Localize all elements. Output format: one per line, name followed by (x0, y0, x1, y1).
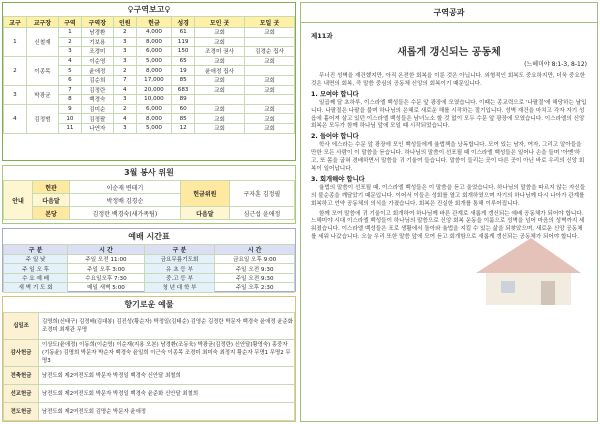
zone-people-cell: 3 (113, 95, 136, 105)
house-watermark-icon (471, 233, 586, 308)
report-header: 구역장 (81, 17, 113, 28)
table-row (4, 403, 295, 421)
zone-offering-cell: 6,000 (136, 47, 171, 57)
zone-bible-cell: 12 (172, 123, 195, 133)
lesson-reference: (느헤미야 8:1-3, 8-12) (524, 61, 587, 68)
schedule-header: 시 간 (68, 245, 145, 255)
zone-head-cell: 김미순 (81, 104, 113, 114)
main-names: 김정란 백경숙(새가족팀) (70, 207, 181, 220)
zone-offering-cell: 5,000 (136, 56, 171, 66)
zone-met-cell (195, 95, 245, 105)
table-row (4, 385, 295, 403)
zone-met-cell: 윤애정 집사 (195, 66, 245, 76)
lesson-section-title: 구역공과 (301, 3, 597, 23)
table-row (4, 264, 295, 273)
zone-met-cell: 조경미 권사 (195, 47, 245, 57)
zone-zone-cell: 5 (58, 66, 81, 76)
table-row (4, 255, 295, 264)
offering-names: 남전도회 제2여전도회 박문자 박정일 백경숙 신안달 최철희 (39, 367, 295, 385)
zone-zone-cell: 2 (58, 37, 81, 47)
point-heading: 3. 회개해야 합니다 (311, 175, 365, 183)
report-header: 성경 (172, 17, 195, 28)
zone-people-cell: 4 (113, 114, 136, 124)
schedule-cell: 주 일 오 후 (4, 264, 68, 273)
district-cell: 2 (4, 56, 27, 85)
schedule-cell: 주일 오전 9:30 (215, 273, 295, 282)
lesson-title: 새롭게 갱신되는 공동체 (397, 47, 501, 58)
lesson-closing: 함께 모여 말씀에 귀 기울이고 회개하여 하나님께 바른 관계로 새롭게 갱신되는 예배 공동체가 되어야 합니다. 느헤미야 시대 이스라엘 백성들이 하나님의 말씀으로 신앙 회복 운동을 이룸으로 성벽을 넘어 마음의 성벽까지 세워졌습니다. 이스라엘 백성들은 포로 생활에서 돌아와 율법을 지킬 수 있는 삶을 되찾았으며, 새로운 신앙 공동체를 세워 나갔습니다. 오늘 우리 또한 말씀 앞에 모여 듣고 회개함으로 새롭게 갱신되는 공동체가 되어야 합니다. (311, 210, 585, 241)
zone-bible-cell: 683 (172, 85, 195, 95)
zone-offering-cell: 5,000 (136, 123, 171, 133)
zone-people-cell: 4 (113, 85, 136, 95)
offering-label: 감사헌금 (4, 340, 39, 367)
offering-label: 십일조 (4, 313, 39, 340)
zone-people-cell: 2 (113, 66, 136, 76)
offering-names: 남전도회 제2여전도회 박문자 박정일 백경숙 윤준화 신안달 최철희 (39, 385, 295, 403)
zone-offering-cell: 10,000 (136, 95, 171, 105)
table-row (4, 340, 295, 367)
point-text: 일곱째 달 초하루, 이스라엘 백성들은 수문 앞 광장에 모였습니다. 이때는 종교력으로 '나팔절'에 해당하는 날입니다. 나팔절은 나팔을 불며 하나님의 은혜로 새로운 해를 시작하는 절기입니다. 성벽 재건을 마치고 각자 자기 성읍에 흩어져 살고 있던 이스라엘 백성들은 남녀노소 할 것 없이 모두 수문 앞 광장에 모였습니다. 이스라엘의 신앙 회복은 모두가 함께 하나님 앞에 모일 때 시작되었습니다. (311, 99, 587, 130)
offering-names: 김영희(신태구) 김정배(김대봉) 김진성(황순자) 박정일(김태순) 김영순 김정란 박문자 백경숙 윤애정 윤준화 조경미 최재관 무명 (39, 313, 295, 340)
zone-offering-cell: 20,000 (136, 85, 171, 95)
schedule-header: 구 분 (4, 245, 68, 255)
zone-head-cell: 기보용 (81, 37, 113, 47)
zone-people-cell: 2 (113, 28, 136, 38)
report-header: 모인 곳 (195, 17, 245, 28)
usher-names: 구자훈 김정필 (229, 181, 294, 207)
table-row (4, 28, 295, 38)
schedule-header: 구 분 (144, 245, 215, 255)
service-table (3, 180, 295, 220)
choir-names: 이순재 변태기 (70, 181, 181, 194)
lesson-panel (300, 2, 598, 422)
main-label: 본당 (33, 207, 70, 220)
zone-people-cell: 2 (113, 104, 136, 114)
service-committee-panel (2, 165, 296, 224)
table-row (4, 313, 295, 340)
zone-meet-cell: 김경순 집사 (245, 47, 295, 57)
table-row (4, 104, 295, 114)
zone-meet-cell: 교회 (245, 75, 295, 85)
schedule-title: 예배 시간표 (128, 232, 170, 241)
offering-names: 이상도(윤애정) 이동희(이순영) 이순재(지용 오본) 남경환(조동육) 박광균(김정란) 신안달(황영숙) 홍중자(기동윤) 김명희 박문자 박순자 백경숙 윤일희 이근숙 이종목 조경미 최미숙 최정지 황순자 무명1 무명2 무명3 (39, 340, 295, 367)
zone-meet-cell: 교회 (245, 85, 295, 95)
table-row (4, 273, 295, 282)
zone-bible-cell: 150 (172, 47, 195, 57)
district-leader-cell: 신철재 (26, 28, 58, 57)
schedule-cell: 매일 새벽 5:00 (68, 283, 145, 292)
district-cell: 4 (4, 104, 27, 133)
zone-head-cell: 백경숙 (81, 95, 113, 105)
zone-bible-cell: 89 (172, 95, 195, 105)
zone-zone-cell: 1 (58, 28, 81, 38)
report-header: 헌금 (136, 17, 171, 28)
table-row (4, 56, 295, 66)
usher-head: 헌금위원 (180, 181, 229, 207)
district-leader-cell: 이종목 (26, 56, 58, 85)
service-title: 3월 봉사 위원 (3, 166, 295, 180)
schedule-cell: 주 일 낮 (4, 255, 68, 264)
zone-offering-cell: 4,000 (136, 28, 171, 38)
offering-label: 전도헌금 (4, 403, 39, 421)
offering-title: 향기로운 예물 (124, 300, 174, 309)
zone-head-cell: 김순희 (81, 75, 113, 85)
zone-zone-cell: 11 (58, 123, 81, 133)
zone-meet-cell (245, 95, 295, 105)
zone-meet-cell: 교회 (245, 28, 295, 38)
schedule-cell: 금요일 오후 9:00 (215, 255, 295, 264)
schedule-cell: 청 년 대 학 부 (144, 283, 215, 292)
table-row (4, 283, 295, 292)
schedule-cell: 주일 오후 2:30 (215, 283, 295, 292)
zone-people-cell: 3 (113, 47, 136, 57)
schedule-cell: 중.고 등 부 (144, 273, 215, 282)
zone-zone-cell: 6 (58, 75, 81, 85)
schedule-cell: 수요일오후 7:30 (68, 273, 145, 282)
offering-label: 선교헌금 (4, 385, 39, 403)
zone-zone-cell: 4 (58, 56, 81, 66)
zone-bible-cell: 60 (172, 104, 195, 114)
zone-people-cell: 3 (113, 123, 136, 133)
zone-bible-cell: 61 (172, 28, 195, 38)
district-cell: 1 (4, 28, 27, 57)
usher-next: 심근섭 윤애정 (229, 207, 294, 220)
zone-people-cell: 3 (113, 37, 136, 47)
zone-offering-cell: 8,000 (136, 66, 171, 76)
schedule-header: 시 간 (215, 245, 295, 255)
zone-meet-cell (245, 37, 295, 47)
zone-people-cell: 7 (113, 75, 136, 85)
lesson-intro: 무너진 성벽을 재건했지만, 아직 온전한 회복을 이룬 것은 아닙니다. 외형적인 회복도 중요하지만, 더욱 중요한 것은 내면의 회복, 즉 말씀 중심의 공동체 신앙의 회복이기 때문입니다. (311, 73, 586, 87)
zone-met-cell: 교회 (195, 75, 245, 85)
zone-bible-cell: 19 (172, 66, 195, 76)
zone-head-cell: 남경환 (81, 28, 113, 38)
point-text: 학사 에스라는 수문 앞 광장에 모인 백성들에게 율법책을 낭독합니다. 모여 있는 남자, 여자, 그리고 알아들을 만한 모든 사람이 이 말씀을 듣습니다. 하나님의 말씀이 선포될 때 이스라엘 백성들은 일어나 손을 들며 '아멘'하고, 또 몸을 굽혀 경배하면서 말씀을 귀 기울여 들습니다. 말씀이 들리는 곳이 다른 곳이 아닌 바로 우리의 신앙 회복이 일어납니다. (311, 142, 585, 172)
zone-zone-cell: 3 (58, 47, 81, 57)
district-leader-cell: 김정범 (26, 104, 58, 133)
left-column (2, 2, 296, 422)
zone-offering-cell: 6,000 (136, 104, 171, 114)
zone-met-cell: 교회 (195, 114, 245, 124)
choir-next: 박정배 김경순 (70, 194, 181, 207)
schedule-cell: 수 요 예 배 (4, 273, 68, 282)
zone-met-cell: 교회 (195, 104, 245, 114)
zone-met-cell: 교회 (195, 123, 245, 133)
zone-meet-cell: 교회 (245, 56, 295, 66)
zone-meet-cell (245, 66, 295, 76)
point-text: 율법의 말씀이 선포될 때, 이스라엘 백성들은 이 말씀을 듣고 울었습니다. 하나님의 말씀을 따르지 않는 자신들의 불순종을 깨달았기 때문입니다. 이어서 이들은 성회를 열고 회개하였으며 자기의 하나님께 다시 나아가 관계를 회복하고 언약 공동체의 의식을 가졌습니다. 회복은 진실한 회개를 통해 이루어집니다. (311, 184, 586, 207)
zone-head-cell: 나연자 (81, 123, 113, 133)
offering-table (3, 312, 295, 421)
report-header: 교구장 (26, 17, 58, 28)
lesson-body (311, 73, 587, 244)
zone-zone-cell: 9 (58, 104, 81, 114)
offering-names: 남전도회 제2여전도회 김명순 박문자 윤애정 (39, 403, 295, 421)
zone-meet-cell: 교회 (245, 114, 295, 124)
zone-report-title: ♀구역보고♀ (3, 3, 295, 16)
report-header: 모일 곳 (245, 17, 295, 28)
zone-report-panel (2, 2, 296, 161)
zone-head-cell: 김정팔 (81, 114, 113, 124)
zone-zone-cell: 7 (58, 85, 81, 95)
guide-label: 안내 (4, 181, 33, 220)
schedule-cell: 새 벽 기 도 회 (4, 283, 68, 292)
zone-offering-cell: 8,000 (136, 37, 171, 47)
district-leader-cell: 박광균 (26, 85, 58, 104)
zone-bible-cell: 85 (172, 75, 195, 85)
lesson-number: 제11과 (311, 32, 333, 40)
schedule-cell: 주일 오전 11:00 (68, 255, 145, 264)
zone-bible-cell: 85 (172, 114, 195, 124)
zone-bible-cell: 65 (172, 56, 195, 66)
schedule-table (3, 244, 295, 293)
zone-head-cell: 조경미 (81, 47, 113, 57)
choir-head: 헌관 (33, 181, 70, 194)
zone-zone-cell: 10 (58, 114, 81, 124)
offering-label: 전축헌금 (4, 367, 39, 385)
report-header: 구역 (58, 17, 81, 28)
point-heading: 1. 모여야 합니다 (311, 90, 359, 98)
zone-met-cell: 교회 (195, 37, 245, 47)
report-header: 교구 (4, 17, 27, 28)
zone-people-cell: 3 (113, 56, 136, 66)
zone-head-cell: 김정란 (81, 85, 113, 95)
district-cell: 3 (4, 85, 27, 104)
zone-meet-cell: 교회 (245, 123, 295, 133)
zone-met-cell: 교회 (195, 85, 245, 95)
schedule-cell: 유 초 등 부 (144, 264, 215, 273)
point-heading: 2. 들어야 합니다 (311, 133, 359, 141)
table-row (4, 367, 295, 385)
zone-report-table (3, 16, 295, 134)
zone-bible-cell: 119 (172, 37, 195, 47)
usher-next-label: 다음달 (180, 207, 229, 220)
zone-head-cell: 이순영 (81, 56, 113, 66)
schedule-cell: 주일 오전 9:30 (215, 264, 295, 273)
report-header: 인원 (113, 17, 136, 28)
zone-met-cell: 교회 (195, 28, 245, 38)
zone-offering-cell: 8,000 (136, 114, 171, 124)
zone-zone-cell: 8 (58, 95, 81, 105)
next-label: 다음달 (33, 194, 70, 207)
worship-schedule-panel (2, 228, 296, 292)
offering-panel (2, 296, 296, 422)
schedule-cell: 주일 오후 3:00 (68, 264, 145, 273)
zone-met-cell: 교회 (195, 56, 245, 66)
zone-head-cell: 윤애정 (81, 66, 113, 76)
table-row (4, 85, 295, 95)
zone-meet-cell: 교회 (245, 104, 295, 114)
schedule-cell: 금요무릎기도회 (144, 255, 215, 264)
zone-offering-cell: 17,000 (136, 75, 171, 85)
